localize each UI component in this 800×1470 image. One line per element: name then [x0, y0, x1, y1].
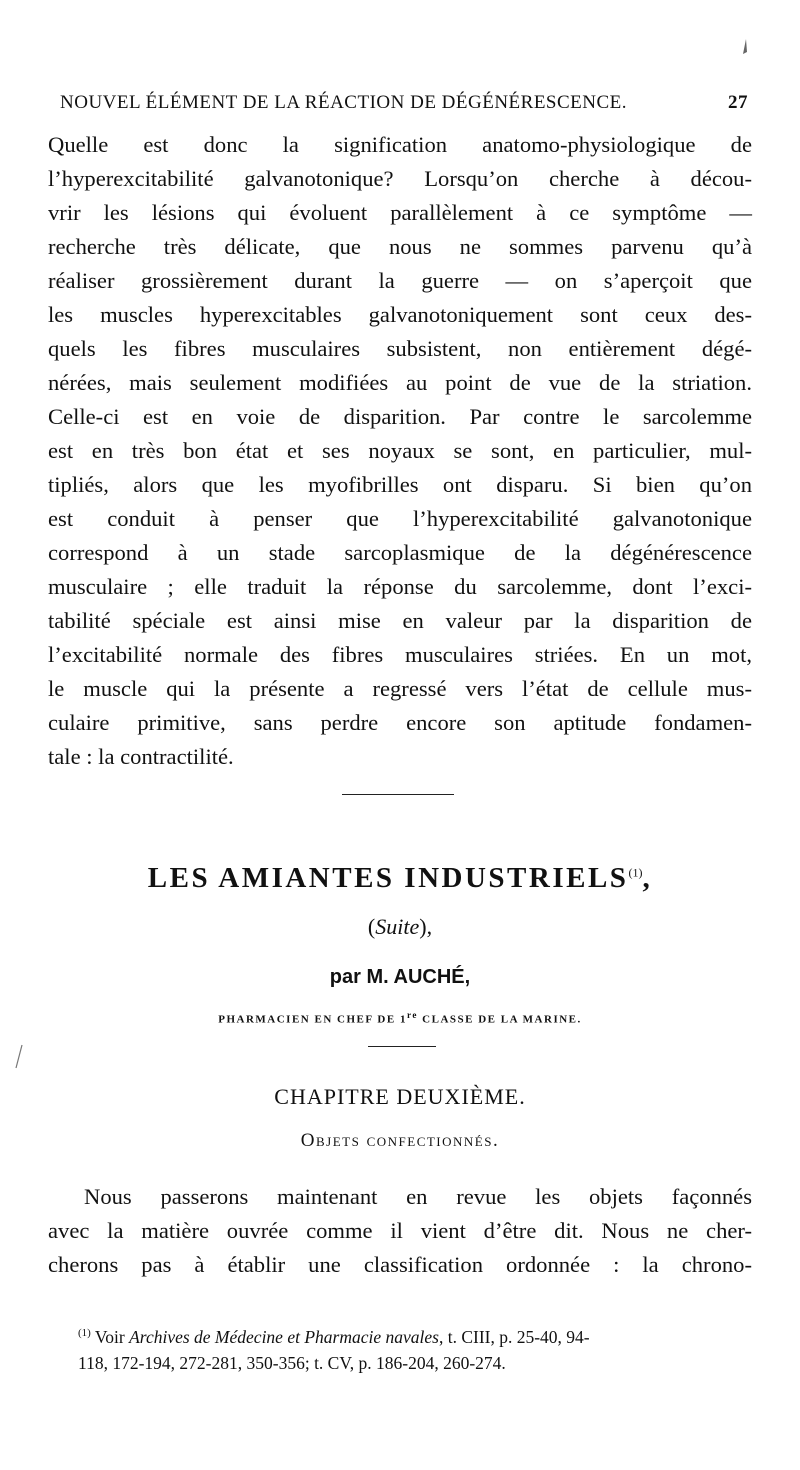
- running-head-title: NOUVEL ÉLÉMENT DE LA RÉACTION DE DÉGÉNÉRESCENCE.: [60, 92, 628, 113]
- text-line: culaire primitive, sans perdre encore son aptitude fondamen-: [48, 710, 752, 735]
- footnote-line: [78, 1318, 754, 1348]
- page-number: 27: [728, 92, 748, 113]
- text-line: quels les fibres musculaires subsistent, non entièrement dégé-: [48, 336, 752, 361]
- author-credentials: [0, 1010, 800, 1026]
- text-line: Quelle est donc la signification anatomo-physiologique de: [48, 132, 752, 157]
- text-line: avec la matière ouvrée comme il vient d’être dit. Nous ne cher-: [48, 1218, 752, 1243]
- footnote-line: 118, 172-194, 272-281, 350-356; t. CV, p. 186-204, 260-274.: [78, 1353, 506, 1373]
- text-line: les muscles hyperexcitables galvanotoniquement sont ceux des-: [48, 302, 752, 327]
- article-title-text: LES AMIANTES INDUSTRIELS: [147, 862, 629, 894]
- scan-mark: [740, 38, 750, 58]
- footnote-tail: , t. CIII, p. 25-40, 94-: [438, 1326, 590, 1347]
- text-line: est conduit à penser que l’hyperexcitabilité galvanotonique: [48, 506, 752, 531]
- text-line: l’hyperexcitabilité galvanotonique? Lorsqu’on cherche à décou-: [48, 166, 752, 191]
- footnote-lead: Voir: [90, 1326, 130, 1347]
- text-line: l’excitabilité normale des fibres musculaires striées. En un mot,: [48, 642, 752, 667]
- article-title: [0, 862, 800, 895]
- article-title-trailing: ,: [642, 862, 653, 894]
- section-divider: [342, 794, 454, 795]
- scan-mark: [14, 1044, 24, 1070]
- text-line: est en très bon état et ses noyaux se sont, en particulier, mul-: [48, 438, 752, 463]
- text-line: cherons pas à établir une classification ordonnée : la chrono-: [48, 1252, 752, 1277]
- text-line: recherche très délicate, que nous ne sommes parvenu qu’à: [48, 234, 752, 259]
- text-line: le muscle qui la présente a regressé vers l’état de cellule mus-: [48, 676, 752, 701]
- text-line: nérées, mais seulement modifiées au point de vue de la striation.: [48, 370, 752, 395]
- body-paragraph-2: [48, 1180, 752, 1282]
- author-line: par M. AUCHÉ,: [329, 966, 471, 988]
- section-divider: [368, 1046, 436, 1047]
- credentials-after: CLASSE DE LA MARINE.: [417, 1013, 582, 1026]
- title-footnote-mark: (1): [628, 865, 643, 880]
- footnote-journal: Archives de Médecine et Pharmacie navales: [129, 1326, 439, 1347]
- footnote: [78, 1318, 754, 1378]
- text-line: correspond à un stade sarcoplasmique de la dégénérescence: [48, 540, 752, 565]
- text-line: réaliser grossièrement durant la guerre — on s’aperçoit que: [48, 268, 752, 293]
- text-line: Celle-ci est en voie de disparition. Par contre le sarcolemme: [48, 404, 752, 429]
- credentials-ordinal: re: [406, 1010, 418, 1020]
- chapter-subtitle: Objets confectionnés.: [300, 1130, 500, 1151]
- text-line: tabilité spéciale est ainsi mise en valeur par la disparition de: [48, 608, 752, 633]
- body-paragraph-1: [48, 128, 752, 774]
- text-line: tale : la contractilité.: [48, 744, 234, 769]
- article-subtitle-text: Suite: [375, 914, 420, 939]
- credentials-before: PHARMACIEN EN CHEF DE 1: [218, 1013, 407, 1026]
- text-line: tipliés, alors que les myofibrilles ont disparu. Si bien qu’on: [48, 472, 752, 497]
- text-line: vrir les lésions qui évoluent parallèlement à ce symptôme —: [48, 200, 752, 225]
- text-line: Nous passerons maintenant en revue les objets façonnés: [84, 1184, 752, 1209]
- footnote-mark: (1): [78, 1327, 91, 1339]
- chapter-title: CHAPITRE DEUXIÈME.: [274, 1084, 526, 1109]
- text-line: musculaire ; elle traduit la réponse du sarcolemme, dont l’exci-: [48, 574, 752, 599]
- article-subtitle: (Suite),: [367, 914, 433, 939]
